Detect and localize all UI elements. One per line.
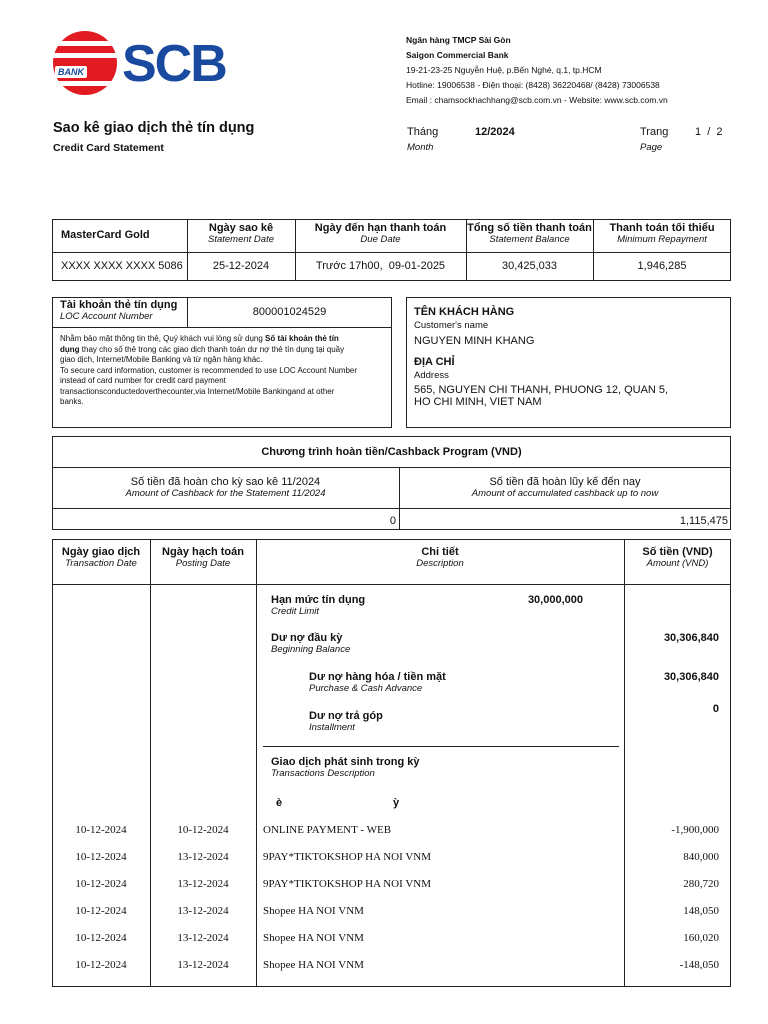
cashback-title: Chương trình hoàn tiền/Cashback Program (VND) <box>261 446 522 458</box>
cashback-right-vi: Số tiền đã hoàn lũy kế đến nay <box>489 476 641 488</box>
col-balance-vi: Tổng số tiền thanh toán <box>467 222 592 234</box>
cell-trans-date: 10-12-2024 <box>75 932 127 944</box>
col-desc-en: Description <box>416 558 464 569</box>
customer-address-label: ĐỊA CHỈ <box>414 356 455 368</box>
cashback-left-header <box>52 476 399 499</box>
month-value: 12/2024 <box>475 126 515 138</box>
beginning-balance-value: 30,306,840 <box>663 632 719 644</box>
col-min-repayment <box>593 222 731 245</box>
period-transactions-label: Giao dịch phát sinh trong kỳ Transactions Description <box>271 756 420 779</box>
stray-char-2: ỳ <box>393 797 400 809</box>
statement-date-value: 25-12-2024 <box>212 260 270 272</box>
cell-post-date: 10-12-2024 <box>177 824 229 836</box>
col-balance <box>466 222 593 245</box>
col-amount-en: Amount (VND) <box>646 558 709 569</box>
cell-description: Shopee HA NOI VNM <box>263 905 364 917</box>
customer-info <box>414 305 668 408</box>
bank-name-vi: Ngân hàng TMCP Sài Gòn <box>406 35 511 45</box>
bank-name-en: Saigon Commercial Bank <box>406 50 509 60</box>
col-due-date-vi: Ngày đến hạn thanh toán <box>314 222 447 234</box>
cell-post-date: 13-12-2024 <box>177 932 229 944</box>
statement-title-en: Credit Card Statement <box>53 142 164 154</box>
installment-label: Dư nợ trả góp Installment <box>309 710 383 733</box>
account-note-vi: Nhằm bảo mật thông tin thẻ, Quý khách vui lòng sử dụng Số tài khoản thẻ tín dụng thay cho số thẻ trong các giao dịch thanh toán dư nợ thẻ tín dụng tại quầy giao dịch, Internet/Mobile Banking và từ ngân hàng khác. <box>60 334 345 364</box>
cashback-left-en: Amount of Cashback for the Statement 11/2024 <box>125 488 326 499</box>
bank-contact: Email : chamsockhachhang@scb.com.vn - Website: www.scb.com.vn <box>406 95 668 105</box>
cell-description: 9PAY*TIKTOKSHOP HA NOI VNM <box>263 851 431 863</box>
col-balance-en: Statement Balance <box>489 234 570 245</box>
cashback-right-header <box>399 476 731 499</box>
col-post-date-vi: Ngày hạch toán <box>162 546 244 558</box>
cell-trans-date: 10-12-2024 <box>75 878 127 890</box>
minimum-repayment-value: 1,946,285 <box>637 260 687 272</box>
account-note-en: To secure card information, customer is recommended to use LOC Account Number instead of card number for credit card payment transactionsconductedoverthecounter,via Internet/Mobile Bankingand at other banks. <box>60 365 358 406</box>
col-desc-vi: Chi tiết <box>421 546 459 558</box>
col-post-date <box>150 546 256 569</box>
col-trans-date-en: Transaction Date <box>65 558 137 569</box>
statement-balance-value: 30,425,033 <box>501 260 558 272</box>
beginning-balance-label: Dư nợ đầu kỳ Beginning Balance <box>271 632 351 655</box>
col-due-date-en: Due Date <box>360 234 401 245</box>
cell-description: ONLINE PAYMENT - WEB <box>263 824 392 836</box>
cell-trans-date: 10-12-2024 <box>75 905 127 917</box>
statement-title: Sao kê giao dịch thẻ tín dụng <box>53 120 255 136</box>
purchase-value: 30,306,840 <box>663 671 719 683</box>
cell-amount: -148,050 <box>679 959 719 971</box>
col-trans-date <box>52 546 150 569</box>
cell-post-date: 13-12-2024 <box>177 851 229 863</box>
customer-name-label: TÊN KHÁCH HÀNG <box>414 306 515 318</box>
col-post-date-en: Posting Date <box>175 558 231 569</box>
card-type: MasterCard Gold <box>61 229 150 241</box>
cell-description: Shopee HA NOI VNM <box>263 932 364 944</box>
page-label: Trang <box>640 126 669 138</box>
cell-trans-date: 10-12-2024 <box>75 851 127 863</box>
col-min-vi: Thanh toán tối thiểu <box>609 222 715 234</box>
cell-post-date: 13-12-2024 <box>177 905 229 917</box>
cell-amount: 148,050 <box>683 905 719 917</box>
credit-limit-label: Hạn mức tín dụng Credit Limit <box>271 594 366 617</box>
cashback-right-value: 1,115,475 <box>679 515 728 527</box>
cell-description: 9PAY*TIKTOKSHOP HA NOI VNM <box>263 878 431 890</box>
account-label <box>60 299 177 322</box>
customer-address-line1: 565, NGUYEN CHI THANH, PHUONG 12, QUAN 5, <box>414 384 669 396</box>
cashback-left-value: 0 <box>389 515 396 527</box>
col-statement-date-vi: Ngày sao kê <box>208 222 274 234</box>
col-amount-vi: Số tiền (VND) <box>642 546 713 558</box>
cell-post-date: 13-12-2024 <box>177 878 229 890</box>
bank-address: 19-21-23-25 Nguyễn Huệ, p.Bến Nghé, q.1, tp.HCM <box>406 65 602 75</box>
cashback-left-vi: Số tiền đã hoàn cho kỳ sao kê 11/2024 <box>130 476 321 488</box>
cell-amount: 280,720 <box>683 878 719 890</box>
purchase-label: Dư nợ hàng hóa / tiền mặt Purchase & Cash Advance <box>309 671 446 694</box>
month-label: Tháng <box>407 126 439 138</box>
cell-description: Shopee HA NOI VNM <box>263 959 364 971</box>
col-min-en: Minimum Repayment <box>617 234 707 245</box>
customer-address-line2: HO CHI MINH, VIET NAM <box>414 396 542 408</box>
logo-emblem <box>53 31 117 95</box>
page-label-en: Page <box>640 142 663 153</box>
stray-char-1: è <box>276 797 283 809</box>
col-statement-date-en: Statement Date <box>207 234 274 245</box>
account-note <box>60 334 360 408</box>
logo-text: SCB <box>122 35 226 93</box>
due-date-value: Trước 17h00, 09-01-2025 <box>315 260 446 272</box>
cashback-right-en: Amount of accumulated cashback up to now <box>471 488 659 499</box>
page-value: 1 / 2 <box>695 126 723 138</box>
customer-name: NGUYEN MINH KHANG <box>414 335 535 347</box>
col-amount <box>624 546 731 569</box>
cell-trans-date: 10-12-2024 <box>75 959 127 971</box>
account-label-en: LOC Account Number <box>60 311 153 322</box>
credit-limit-value: 30,000,000 <box>527 594 583 606</box>
account-number: 800001024529 <box>252 306 327 318</box>
customer-name-label-en: Customer's name <box>414 320 489 331</box>
cell-amount: 840,000 <box>683 851 719 863</box>
section-divider <box>263 746 619 747</box>
cell-amount: -1,900,000 <box>671 824 719 836</box>
col-statement-date <box>187 222 295 245</box>
installment-value: 0 <box>712 703 719 715</box>
bank-hotline: Hotline: 19006538 - Điện thoại: (8428) 36220468/ (8428) 73006538 <box>406 80 660 90</box>
month-label-en: Month <box>407 142 434 153</box>
col-trans-date-vi: Ngày giao dịch <box>61 546 141 558</box>
cell-trans-date: 10-12-2024 <box>75 824 127 836</box>
cell-post-date: 13-12-2024 <box>177 959 229 971</box>
logo-badge: BANK <box>55 66 87 78</box>
bank-info <box>406 33 668 108</box>
card-number: XXXX XXXX XXXX 5086 <box>61 260 183 272</box>
col-description <box>256 546 624 569</box>
customer-address-label-en: Address <box>414 370 449 381</box>
col-due-date <box>295 222 466 245</box>
cell-amount: 160,020 <box>683 932 719 944</box>
account-label-vi: Tài khoản thẻ tín dụng <box>60 299 178 311</box>
